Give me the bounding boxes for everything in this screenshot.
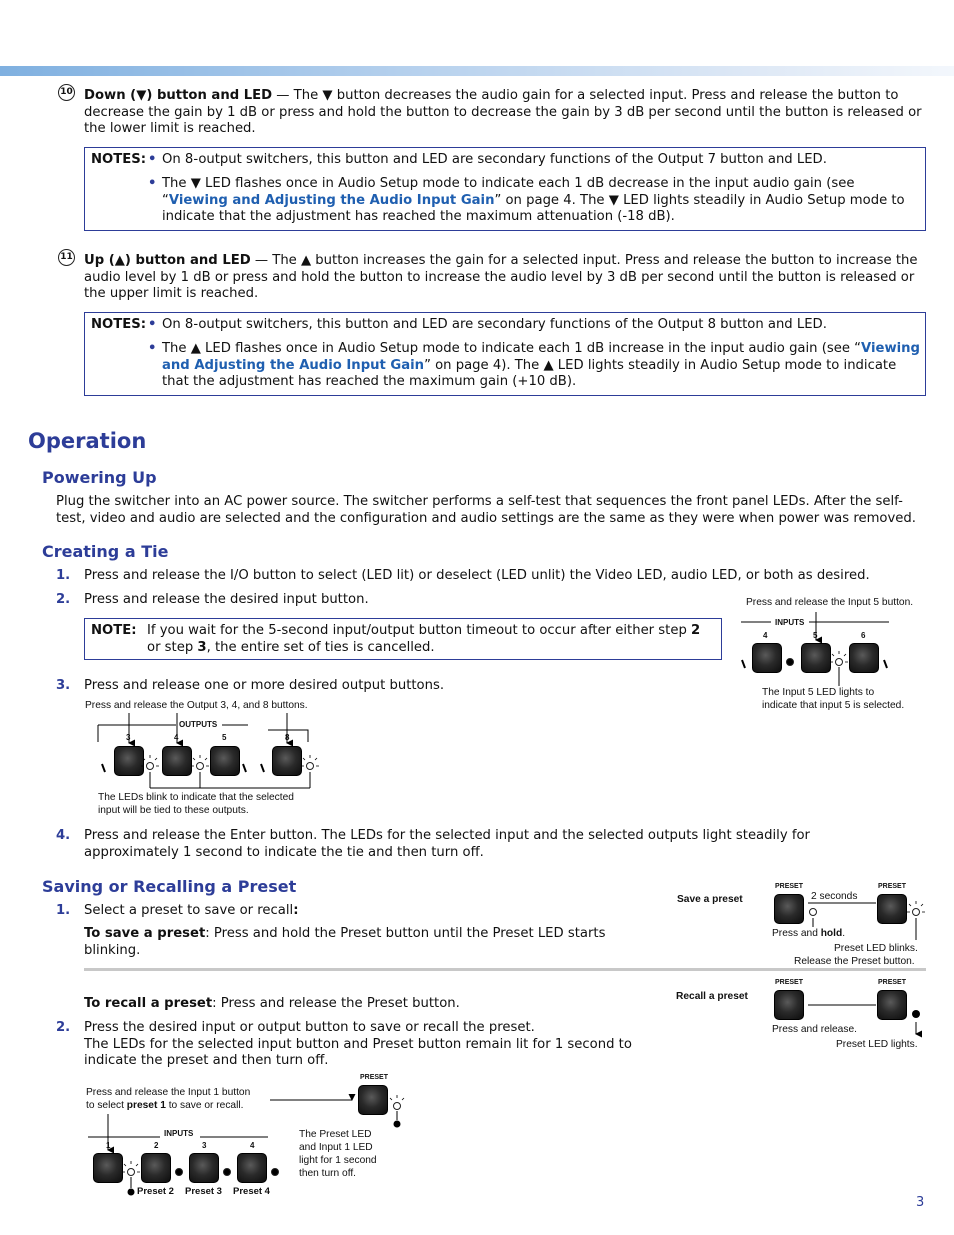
item10-note1: On 8-output switchers, this button and LED are secondary functions of the Output 7 button and LED. xyxy=(162,152,827,167)
step-text: The LEDs for the selected input button and Preset button remain lit for 1 second to indicate the preset and then turn off. xyxy=(84,1036,632,1068)
item10-title: Down (▼) button and LED xyxy=(84,88,273,103)
caption-bold: hold xyxy=(820,928,843,939)
fig-recall-lights: Preset LED lights. xyxy=(836,1039,918,1050)
step-text: Select a preset to save or recall xyxy=(84,903,294,918)
fig-inputs-num: 6 xyxy=(861,631,866,640)
preset-label: PRESET xyxy=(775,979,804,986)
fig-inputs-group-label: INPUTS xyxy=(775,618,805,627)
edge-tick xyxy=(102,764,105,772)
save-text: : Press and hold the Preset button until the Preset LED starts blinking. xyxy=(84,926,606,958)
note-text: The ▲ LED flashes once in Audio Setup mode to indicate each 1 dB increase in the input audio gain (see “ xyxy=(162,341,861,356)
item11-body: — The ▲ button increases the gain for a selected input. Press and release the button to increase the audio level by 1 dB or press and hold the button to increase the audio level by 3 dB per second until the button is released or the upper limit is reached. xyxy=(84,253,918,301)
item11-note1: On 8-output switchers, this button and LED are secondary functions of the Output 8 button and LED. xyxy=(162,317,827,332)
edge-tick xyxy=(261,764,264,772)
preset-led-lit-indicator xyxy=(394,1121,401,1128)
note-text: If you wait for the 5-second input/output button timeout to occur after either step xyxy=(147,623,692,638)
link-viewing-adjusting-gain[interactable]: Viewing and Adjusting the Audio Input Gain xyxy=(162,341,920,373)
bullet-icon: • xyxy=(148,176,157,191)
step-text: Press the desired input or output button to save or recall the preset. xyxy=(84,1020,535,1035)
powering-up-heading: Powering Up xyxy=(42,468,157,487)
step-number: 3. xyxy=(56,678,71,693)
fig-outputs-num: 4 xyxy=(174,733,179,742)
led-glow xyxy=(191,755,209,766)
caption-line: The Input 5 LED lights to xyxy=(762,687,875,698)
link-viewing-adjusting-gain[interactable]: Viewing and Adjusting the Audio Input Gain xyxy=(168,192,495,208)
notes-label: NOTES: xyxy=(91,152,147,167)
fig-outputs-caption-top: Press and release the Output 3, 4, and 8 buttons. xyxy=(85,700,308,711)
note-text: The ▼ LED flashes once in Audio Setup mode to indicate each 1 dB decrease in the input audio gain (see “ xyxy=(162,176,855,208)
preset-led-lit-indicator xyxy=(912,1010,920,1018)
fig-outputs-group-label: OUTPUTS xyxy=(179,720,218,729)
fig-recall-press: Press and release. xyxy=(772,1024,857,1035)
page-number: 3 xyxy=(916,1195,925,1210)
led-glow xyxy=(830,651,848,662)
item11-title: Up (▲) button and LED xyxy=(84,253,251,268)
fig-save-seconds: 2 seconds xyxy=(811,891,858,902)
note-text: or step xyxy=(147,639,198,655)
step-number: 4. xyxy=(56,828,71,843)
preset-label: PRESET xyxy=(878,883,907,890)
caption-text: . xyxy=(842,928,846,939)
fig-outputs-num: 8 xyxy=(285,733,290,742)
preset-name: Preset 4 xyxy=(233,1186,270,1197)
step-number: 2. xyxy=(56,1020,71,1035)
led-glow xyxy=(141,755,159,766)
caption-line: Press and release the Input 1 button xyxy=(86,1087,251,1098)
caption-line: light for 1 second xyxy=(299,1155,377,1166)
caption-line: indicate that input 5 is selected. xyxy=(762,700,905,711)
bullet-icon: • xyxy=(148,317,157,332)
creating-tie-heading: Creating a Tie xyxy=(42,542,169,561)
note-step-ref: 2 xyxy=(691,623,701,638)
preset-label: PRESET xyxy=(360,1074,389,1081)
step-number: 1. xyxy=(56,568,71,583)
recall-text: : Press and release the Preset button. xyxy=(212,996,460,1011)
note-text: ” on page 4. The ▼ LED lights steadily in Audio Setup mode to indicate that the adjustment has reached the maximum attenuation (-18 dB). xyxy=(162,192,905,224)
led-glow xyxy=(122,1161,140,1172)
fig-inputs-num: 4 xyxy=(763,631,768,640)
note-step-ref: 3 xyxy=(197,639,207,655)
edge-tick xyxy=(884,660,887,668)
item-number-10: 10 xyxy=(58,84,75,101)
caption-bold: preset 1 xyxy=(126,1100,166,1111)
fig-select-num: 2 xyxy=(154,1141,159,1150)
item-number-11: 11 xyxy=(58,249,75,266)
fig-select-group-label: INPUTS xyxy=(164,1129,194,1138)
save-label: To save a preset xyxy=(84,926,206,941)
edge-tick xyxy=(243,764,246,772)
operation-heading: Operation xyxy=(28,429,147,453)
caption-line: The LEDs blink to indicate that the selected xyxy=(98,792,294,803)
powering-up-body: Plug the switcher into an AC power source. The switcher performs a self-test that sequences the front panel LEDs. After the self-test, video and audio are selected and the configuration and audio settings are the same as they were when power was removed. xyxy=(56,494,916,526)
recall-label: To recall a preset xyxy=(84,996,213,1011)
step-number: 1. xyxy=(56,903,71,918)
fig-save-title: Save a preset xyxy=(677,894,743,905)
caption-line: then turn off. xyxy=(299,1168,357,1179)
fig-inputs-num: 5 xyxy=(813,631,818,640)
edge-tick xyxy=(742,660,745,668)
fig-outputs-num: 5 xyxy=(222,733,227,742)
step-colon: : xyxy=(293,903,299,918)
tie-step3: Press and release one or more desired output buttons. xyxy=(84,678,445,693)
caption-line: The Preset LED xyxy=(299,1129,372,1140)
tie-step1: Press and release the I/O button to select (LED lit) or deselect (LED unlit) the Video LED, audio LED, or both as desired. xyxy=(84,568,870,583)
group-bracket-line xyxy=(268,730,308,742)
fig-save-blinks: Preset LED blinks. xyxy=(834,943,918,954)
caption-text: to save or recall. xyxy=(165,1100,244,1111)
fig-inputs-caption-top: Press and release the Input 5 button. xyxy=(746,597,914,608)
preset-name: Preset 2 xyxy=(137,1186,174,1197)
caption-line: input will be tied to these outputs. xyxy=(98,805,249,816)
item10-body: — The ▼ button decreases the audio gain for a selected input. Press and release the button to decrease the gain by 1 dB or press and hold the button to decrease the gain by 3 dB per second until the button is released or the lower limit is reached. xyxy=(84,88,922,136)
preset-heading: Saving or Recalling a Preset xyxy=(42,877,297,896)
note-text: ” on page 4). The ▲ LED lights steadily in Audio Setup mode to indicate that the adjustment has reached the maximum gain (+10 dB). xyxy=(162,357,897,389)
preset-label: PRESET xyxy=(878,979,907,986)
fig-select-num: 3 xyxy=(202,1141,207,1150)
caption-line: and Input 1 LED xyxy=(299,1142,373,1153)
fig-select-num: 1 xyxy=(106,1141,111,1150)
note-text: , the entire set of ties is cancelled. xyxy=(206,639,435,655)
led-glow xyxy=(907,901,925,912)
fig-recall-title: Recall a preset xyxy=(676,991,748,1002)
input-1-led-lit-indicator xyxy=(128,1189,135,1196)
fig-select-num: 4 xyxy=(250,1141,255,1150)
fig-save-release: Release the Preset button. xyxy=(794,956,915,967)
bullet-icon: • xyxy=(148,152,157,167)
preset-label: PRESET xyxy=(775,883,804,890)
caption-text: Press and xyxy=(772,928,821,939)
bullet-icon: • xyxy=(148,341,157,356)
caption-text: to select xyxy=(86,1100,127,1111)
led-glow xyxy=(301,755,319,766)
note-label: NOTE: xyxy=(91,623,137,638)
step-number: 2. xyxy=(56,592,71,607)
fig-outputs-num: 3 xyxy=(126,733,131,742)
preset-name: Preset 3 xyxy=(185,1186,222,1197)
tie-step2: Press and release the desired input button. xyxy=(84,592,369,607)
tie-step4: Press and release the Enter button. The LEDs for the selected input and the selected outputs light steadily for approximately 1 second to indicate the tie and then turn off. xyxy=(84,828,810,860)
notes-label: NOTES: xyxy=(91,317,147,332)
led-glow xyxy=(390,1095,404,1100)
